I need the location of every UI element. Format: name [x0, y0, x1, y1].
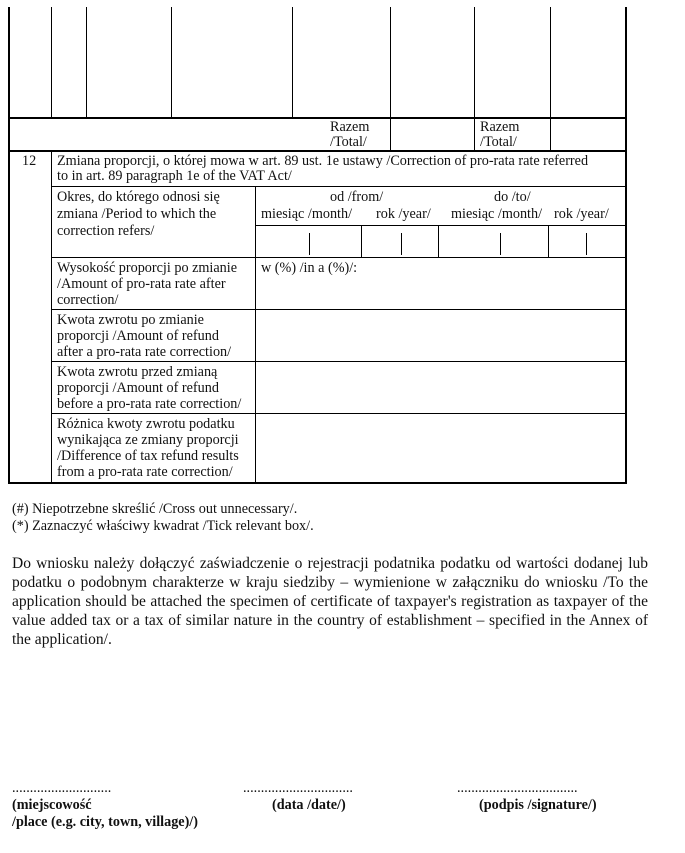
col-divider	[474, 7, 475, 117]
to-month-label: miesiąc /month/	[451, 206, 543, 222]
date-box-line	[255, 225, 626, 226]
total-label-1-en: /Total/	[330, 134, 367, 150]
row-line	[51, 361, 626, 362]
row-line	[8, 117, 627, 119]
col-divider	[51, 150, 52, 484]
place-dotted-line: ............................	[12, 780, 112, 796]
to-label: do /to/	[494, 189, 531, 205]
total-label-2-en: /Total/	[480, 134, 517, 150]
total-label-2: Razem	[480, 119, 520, 135]
refund-after-label: after a pro-rata rate correction/	[57, 344, 232, 360]
row-line	[8, 150, 627, 152]
to-year-label: rok /year/	[554, 206, 609, 222]
col-divider	[390, 7, 391, 150]
row-line	[51, 413, 626, 414]
place-label-en: /place (e.g. city, town, village)/)	[12, 814, 198, 830]
refund-before-label: before a pro-rata rate correction/	[57, 396, 242, 412]
rate-label: correction/	[57, 292, 119, 308]
refund-before-label: Kwota zwrotu przed zmianą	[57, 364, 218, 380]
rate-value-label: w (%) /in a (%)/:	[261, 260, 358, 276]
date-dotted-line: ...............................	[243, 780, 353, 796]
difference-label: wynikająca ze zmiany proporcji	[57, 432, 239, 448]
col-divider	[51, 7, 52, 117]
from-label: od /from/	[330, 189, 384, 205]
date-box-tick	[309, 233, 310, 255]
table-border-left	[8, 7, 10, 484]
section-title-cont: to in art. 89 paragraph 1e of the VAT Act/	[57, 168, 292, 184]
total-label-1: Razem	[330, 119, 370, 135]
row-line	[51, 186, 626, 187]
place-label: (miejscowość	[12, 797, 92, 813]
attachment-paragraph: Do wniosku należy dołączyć zaświadczenie o rejestracji podatnika podatku od wartości dodanej lub podatku o podobnym charakterze w kraju siedziby – wymienione w załączniku do wniosku /To the application should be attached the specimen of certificate of taxpayer's registration as taxpayer of the value added tax or a tax of similar nature in the country of establishment – specified in the Annex of the application/.	[12, 555, 648, 648]
refund-before-label: proporcji /Amount of refund	[57, 380, 219, 396]
table-border-bottom	[8, 482, 627, 484]
col-divider	[255, 186, 256, 484]
difference-label: from a pro-rata rate correction/	[57, 464, 233, 480]
rate-label: /Amount of pro-rata rate after	[57, 276, 226, 292]
row-number: 12	[22, 153, 37, 169]
row-line	[51, 257, 626, 258]
section-title: Zmiana proporcji, o której mowa w art. 89 ust. 1e ustawy /Correction of pro-rata rate referred	[57, 153, 589, 169]
date-box-tick	[586, 233, 587, 255]
date-label: (data /date/)	[272, 797, 346, 813]
difference-label: /Difference of tax refund results	[57, 448, 239, 464]
from-month-label: miesiąc /month/	[261, 206, 353, 222]
rate-label: Wysokość proporcji po zmianie	[57, 260, 237, 276]
signature-dotted-line: ..................................	[457, 780, 578, 796]
col-divider	[474, 117, 475, 150]
col-divider	[171, 7, 172, 117]
period-label: zmiana /Period to which the	[57, 206, 217, 222]
refund-after-label: Kwota zwrotu po zmianie	[57, 312, 204, 328]
date-box-divider	[361, 225, 362, 257]
date-box-divider	[548, 225, 549, 257]
period-label: Okres, do którego odnosi się	[57, 189, 220, 205]
col-divider	[550, 7, 551, 150]
from-year-label: rok /year/	[376, 206, 431, 222]
col-divider	[86, 7, 87, 117]
date-box-tick	[401, 233, 402, 255]
date-box-divider	[438, 225, 439, 257]
period-label: correction refers/	[57, 223, 155, 239]
difference-label: Różnica kwoty zwrotu podatku	[57, 416, 235, 432]
refund-after-label: proporcji /Amount of refund	[57, 328, 219, 344]
col-divider	[292, 7, 293, 117]
signature-label: (podpis /signature/)	[479, 797, 597, 813]
row-line	[51, 309, 626, 310]
note-cross-out: (#) Niepotrzebne skreślić /Cross out unnecessary/.	[12, 501, 298, 517]
note-tick-box: (*) Zaznaczyć właściwy kwadrat /Tick relevant box/.	[12, 518, 314, 534]
date-box-tick	[500, 233, 501, 255]
